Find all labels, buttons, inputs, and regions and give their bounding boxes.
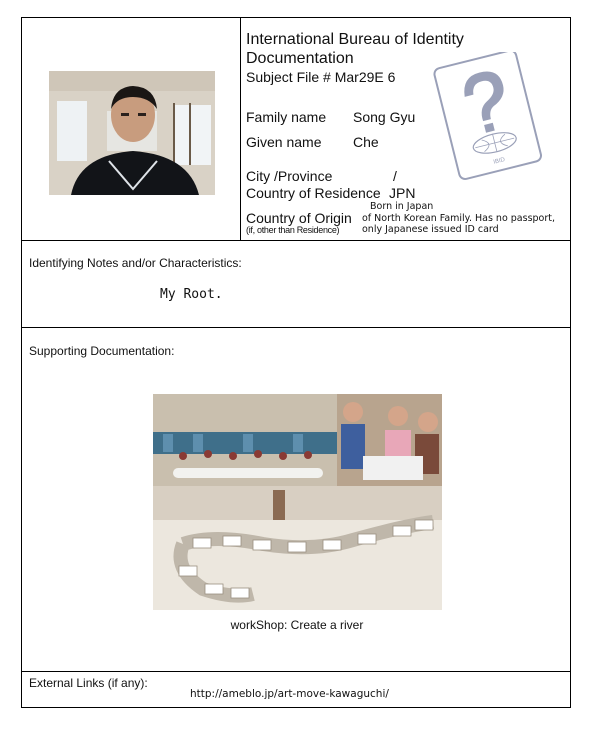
external-links-section [22,672,570,708]
given-name-label: Given name [246,134,322,150]
column-divider [240,18,241,241]
identifying-notes-text: My Root. [160,287,223,302]
identity-section [22,18,570,241]
identifying-notes-section [22,241,570,328]
country-residence-label: Country of Residence [246,185,381,201]
country-origin-sublabel: (if, other than Residence) [246,225,340,235]
country-origin-label: Country of Origin [246,210,352,226]
country-residence-value: JPN [389,185,416,201]
seal-text: IBID [492,157,506,166]
supporting-documentation-section [22,328,570,672]
question-mark-globe-seal-icon [432,52,542,180]
supporting-documentation-title: Supporting Documentation: [29,344,175,358]
city-province-value: / [393,168,397,184]
city-province-label: City /Province [246,168,333,184]
country-origin-note [362,201,574,236]
bureau-title-line2: Documentation [246,50,354,67]
subject-file-number: Subject File # Mar29E 6 [246,69,396,85]
external-links-title: External Links (if any): [29,676,148,690]
given-name-value: Che [353,134,379,150]
identity-card [21,17,571,708]
origin-note-line3: only Japanese issued ID card [362,224,499,235]
subject-photo-image [49,71,215,195]
identifying-notes-title: Identifying Notes and/or Characteristics: [29,256,242,270]
external-link[interactable]: http://ameblo.jp/art-move-kawaguchi/ [190,688,389,700]
origin-note-line1: Born in Japan [370,201,434,212]
family-name-value: Song Gyu [353,109,416,125]
origin-note-line2: of North Korean Family. Has no passport, [362,212,556,224]
workshop-photo-collage [153,394,442,610]
subject-photo [49,71,215,195]
workshop-caption: workShop: Create a river [230,618,364,632]
bureau-title-line1: International Bureau of Identity [246,31,464,48]
family-name-label: Family name [246,109,327,125]
